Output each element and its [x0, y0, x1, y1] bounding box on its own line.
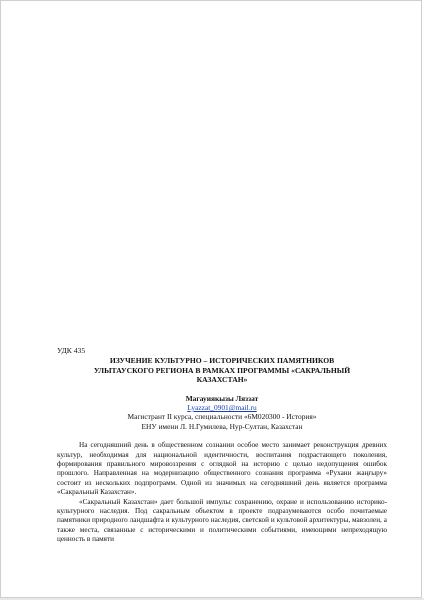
body-paragraph-2: «Сакральный Казахстан» дает большой импульс сохранению, охране и использованию историко-культурного наследия. Под сакральным объектом в проекте подразумеваются особо почитаемые памятники природного ландшафта и культурного наследия, светской и культовой архитектуры, мавзолеи, а также места, связанные с историческими и политическими событиями, имеющими непреходящую ценность в памяти [57, 497, 387, 544]
article-title-line-1: ИЗУЧЕНИЕ КУЛЬТУРНО – ИСТОРИЧЕСКИХ ПАМЯТНИКОВ [109, 356, 335, 365]
article-title-line-3: КАЗАХСТАН» [196, 375, 248, 384]
document-content [57, 346, 387, 545]
body-paragraph-1: На сегодняшний день в общественном сознании особое место занимает реконструкция древних культур, необходимая для национальной идентичности, воспитания подрастающего поколения, формирования правильного мировоззрения с оглядкой на историю с целью недопущения ошибок прошлого. Направленная на модернизацию общественного сознания программа «Рухани жаңғыру» состоит из нескольких подпрограмм. Одной из значимых на сегодняшний день является программа «Сакральный Казахстан». [57, 441, 387, 497]
author-position: Магистрант II курса, специальности «6М020300 - История» [127, 412, 317, 422]
article-body [57, 441, 387, 544]
author-block [57, 394, 387, 432]
article-title [57, 356, 387, 385]
author-email-link[interactable]: Lyazzat_0901@mail.ru [187, 402, 257, 412]
article-title-line-2: УЛЫТАУСКОГО РЕГИОНА В РАМКАХ ПРОГРАММЫ «САКРАЛЬНЫЙ [93, 365, 351, 375]
udc-code: УДК 435 [57, 346, 86, 355]
author-name: Магауиякызы Ляззат [185, 393, 259, 403]
author-university: ЕНУ имени Л. Н.Гумилева, Нур-Султан, Казахстан [141, 421, 303, 431]
